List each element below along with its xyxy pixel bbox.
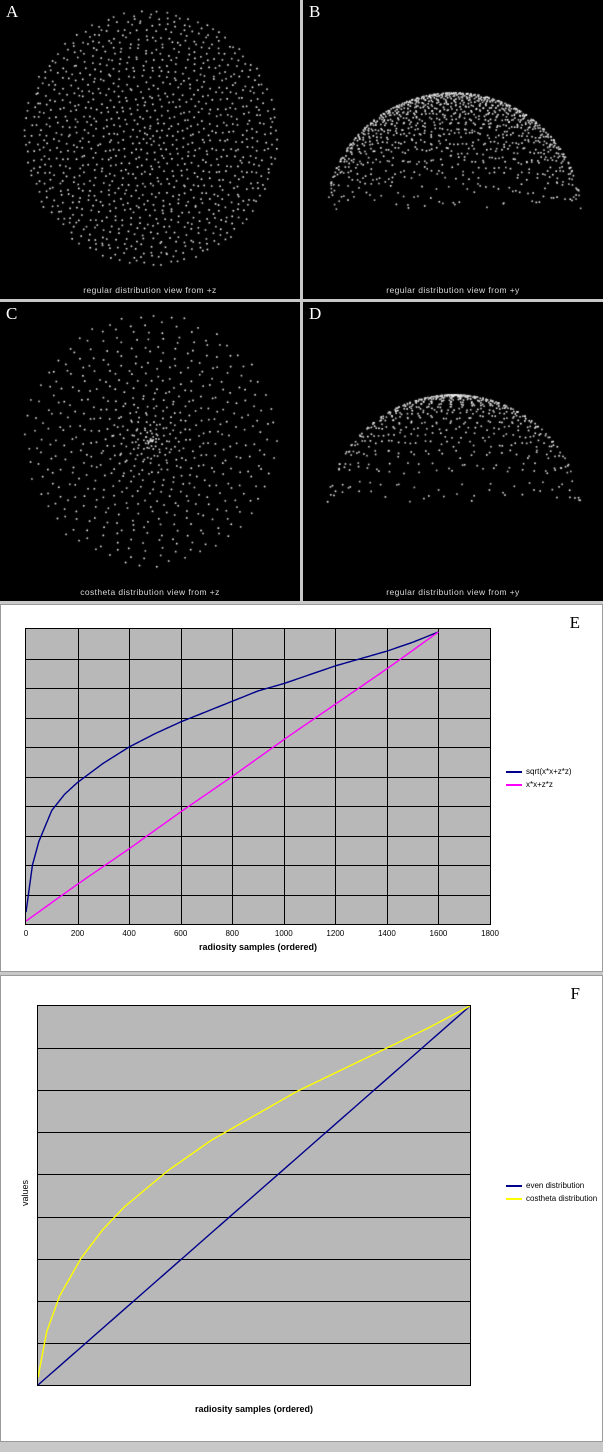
legend-label: x*x+z*z [526,780,553,789]
x-tick-label: 400 [122,929,136,938]
plot-lines-e [26,629,490,924]
panel-caption-c: costheta distribution view from +z [80,587,220,597]
panel-letter-c: C [6,304,18,323]
x-tick-label: 800 [225,929,239,938]
panel-letter-b: B [309,2,321,21]
plot-area-e [25,628,491,925]
panel-letter-d: D [309,304,322,323]
x-axis-title-f: radiosity samples (ordered) [194,1404,314,1414]
x-tick-label: 0 [23,929,29,938]
x-tick-label: 1000 [274,929,293,938]
point-cloud-a [0,0,300,299]
panel-letter-a: A [6,2,19,21]
chart-letter-e: E [569,613,580,632]
legend-swatch [506,1185,522,1187]
x-tick-label: 1200 [326,929,345,938]
x-tick-label: 1600 [429,929,448,938]
panel-caption-d: regular distribution view from +y [386,587,520,597]
legend-swatch [506,784,522,786]
panel-c [0,302,300,601]
panel-d [303,302,603,601]
chart-letter-f: F [570,984,580,1003]
legend-e [506,765,572,791]
legend-label: sqrt(x*x+z*z) [526,767,572,776]
panel-caption-b: regular distribution view from +y [386,285,520,295]
plot-area-f [37,1005,471,1386]
point-cloud-c [0,302,300,601]
x-tick-label: 1400 [377,929,396,938]
panel-b [303,0,603,299]
x-tick-label: 200 [70,929,85,938]
panel-caption-a: regular distribution view from +z [83,285,217,295]
plot-lines-f [38,1006,470,1385]
legend-item [506,1179,597,1192]
x-tick-label: 1800 [481,929,499,938]
y-axis-title-f: values [20,1180,30,1207]
legend-swatch [506,771,522,773]
panel-a [0,0,300,299]
legend-item [506,765,572,778]
x-axis-title-e: radiosity samples (ordered) [198,942,318,952]
point-cloud-b [303,0,603,299]
legend-item [506,778,572,791]
legend-f [506,1179,597,1205]
chart-e [0,604,603,972]
legend-item [506,1192,597,1205]
legend-label: costheta distribution [526,1194,598,1203]
chart-f [0,975,603,1442]
x-tick-label: 600 [173,929,188,938]
point-cloud-d [303,302,603,601]
legend-label: even distribution [526,1181,585,1190]
legend-swatch [506,1198,522,1200]
